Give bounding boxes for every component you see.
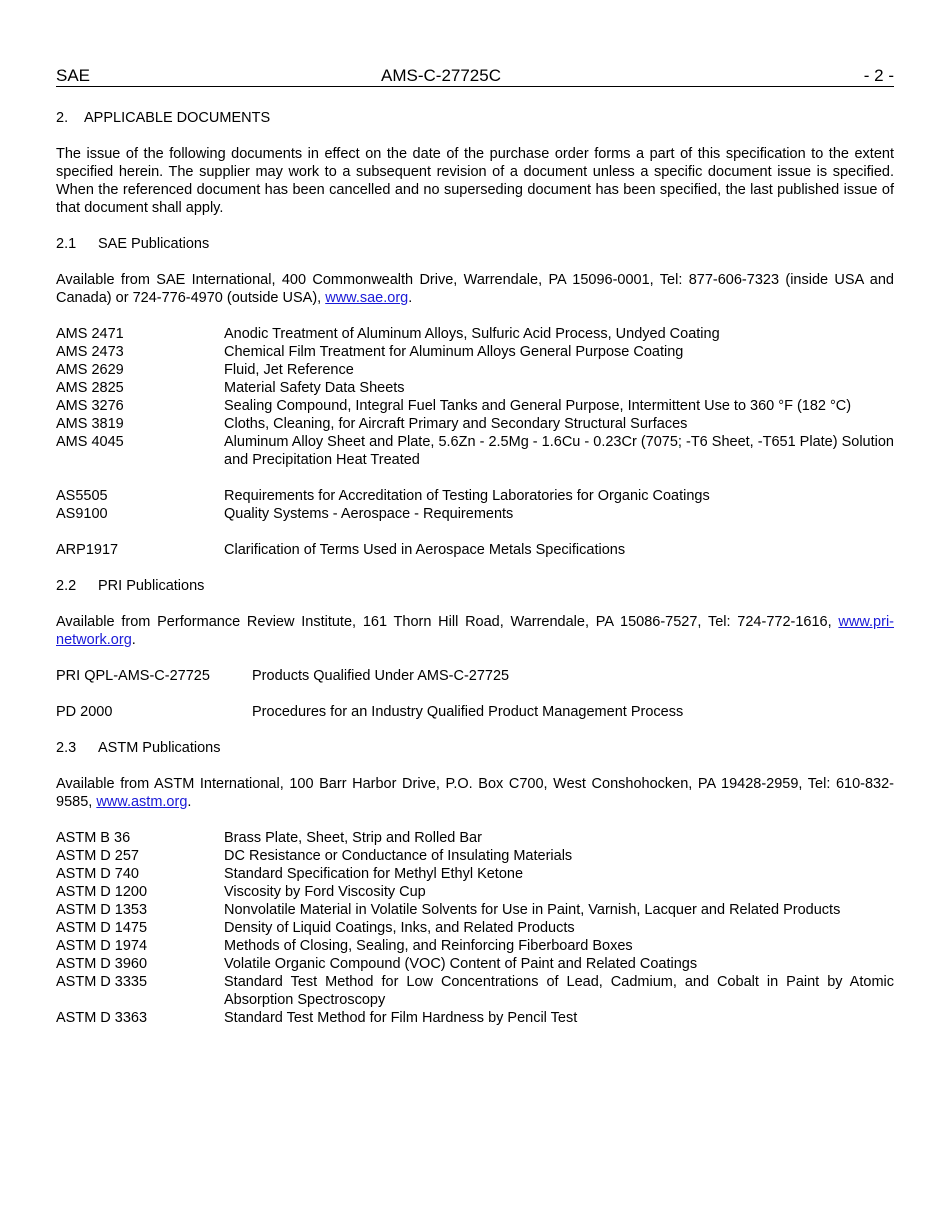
sae-availability: Available from SAE International, 400 Commonwealth Drive, Warrendale, PA 15096-0001, Tel: 877-606-7323 (inside USA and Canada) or 724-776-4970 (outside USA), www.sae.org. xyxy=(56,272,894,306)
reference-row xyxy=(56,505,894,523)
astm-link[interactable]: www.astm.org xyxy=(96,794,188,810)
reference-row xyxy=(56,487,894,505)
subsection-title: ASTM Publications xyxy=(98,740,221,756)
reference-title: Clarification of Terms Used in Aerospace Metals Specifications xyxy=(224,542,626,558)
sae-link[interactable]: www.sae.org xyxy=(325,290,409,306)
reference-title: Viscosity by Ford Viscosity Cup xyxy=(224,884,426,900)
reference-title: Brass Plate, Sheet, Strip and Rolled Bar xyxy=(224,830,482,846)
subsection-title: PRI Publications xyxy=(98,578,205,594)
document-page xyxy=(56,66,894,1027)
availability-text: Available from Performance Review Institute, 161 Thorn Hill Road, Warrendale, PA 15086-7527, Tel: 724-772-1616, xyxy=(56,614,839,630)
reference-code: AMS 2471 xyxy=(56,326,124,342)
availability-text: Available from ASTM International, 100 Barr Harbor Drive, P.O. Box C700, West Conshohocken, PA 19428-2959, Tel: 610-832-9585, xyxy=(56,776,894,810)
reference-row xyxy=(56,937,894,955)
reference-code: AMS 2473 xyxy=(56,344,124,360)
header-page-number: - 2 - xyxy=(863,66,894,85)
reference-title: Density of Liquid Coatings, Inks, and Related Products xyxy=(224,920,575,936)
reference-title: Methods of Closing, Sealing, and Reinforcing Fiberboard Boxes xyxy=(224,938,633,954)
reference-row xyxy=(56,901,894,919)
reference-row xyxy=(56,955,894,973)
reference-code: ASTM D 1475 xyxy=(56,920,148,936)
reference-code: ASTM D 257 xyxy=(56,848,139,864)
reference-title: Cloths, Cleaning, for Aircraft Primary and Secondary Structural Surfaces xyxy=(224,416,688,432)
reference-row xyxy=(56,325,894,343)
reference-code: ASTM B 36 xyxy=(56,830,131,846)
reference-title: Volatile Organic Compound (VOC) Content of Paint and Related Coatings xyxy=(224,956,698,972)
pri-item-2 xyxy=(56,703,894,721)
reference-title: Standard Specification for Methyl Ethyl Ketone xyxy=(224,866,524,882)
reference-code: AMS 3276 xyxy=(56,398,124,414)
reference-title: Material Safety Data Sheets xyxy=(224,380,405,396)
reference-title: Aluminum Alloy Sheet and Plate, 5.6Zn - 2.5Mg - 1.6Cu - 0.23Cr (7075; -T6 Sheet, -T651 Plate) Solution and Precipitation Heat Treated xyxy=(224,434,894,468)
reference-code: ASTM D 3363 xyxy=(56,1010,148,1026)
reference-code: AMS 2629 xyxy=(56,362,124,378)
reference-row xyxy=(56,1009,894,1027)
arp-list xyxy=(56,541,894,559)
reference-code: ASTM D 3960 xyxy=(56,956,148,972)
reference-code: PD 2000 xyxy=(56,704,113,720)
subsection-number: 2.3 xyxy=(56,740,77,756)
reference-row xyxy=(56,541,894,559)
ams-list xyxy=(56,325,894,469)
reference-row xyxy=(56,865,894,883)
pri-item-1 xyxy=(56,667,894,685)
reference-row xyxy=(56,973,894,1009)
reference-code: AMS 2825 xyxy=(56,380,124,396)
reference-title: Products Qualified Under AMS-C-27725 xyxy=(252,668,510,684)
reference-row xyxy=(56,415,894,433)
reference-title: Chemical Film Treatment for Aluminum Alloys General Purpose Coating xyxy=(224,344,684,360)
page-header xyxy=(56,66,894,87)
reference-title: Anodic Treatment of Aluminum Alloys, Sulfuric Acid Process, Undyed Coating xyxy=(224,326,720,342)
reference-title: Nonvolatile Material in Volatile Solvents for Use in Paint, Varnish, Lacquer and Related Products xyxy=(224,902,841,918)
subsection-heading-astm xyxy=(56,739,894,757)
reference-code: ASTM D 1353 xyxy=(56,902,148,918)
reference-code: ASTM D 740 xyxy=(56,866,139,882)
section-number: 2. xyxy=(56,110,69,126)
reference-code: AMS 4045 xyxy=(56,434,124,450)
section-title: APPLICABLE DOCUMENTS xyxy=(84,110,271,126)
reference-row xyxy=(56,667,894,685)
reference-code: ASTM D 3335 xyxy=(56,974,148,990)
subsection-heading-pri xyxy=(56,577,894,595)
subsection-title: SAE Publications xyxy=(98,236,210,252)
reference-title: Standard Test Method for Film Hardness by Pencil Test xyxy=(224,1010,578,1026)
as-list xyxy=(56,487,894,523)
reference-row xyxy=(56,883,894,901)
reference-title: Procedures for an Industry Qualified Product Management Process xyxy=(252,704,684,720)
reference-code: AMS 3819 xyxy=(56,416,124,432)
pri-availability: Available from Performance Review Institute, 161 Thorn Hill Road, Warrendale, PA 15086-7527, Tel: 724-772-1616, www.pri-network.org. xyxy=(56,614,894,648)
pri-link[interactable]: www.pri-network.org xyxy=(56,614,894,648)
subsection-heading-sae xyxy=(56,235,894,253)
subsection-number: 2.1 xyxy=(56,236,77,252)
intro-paragraph: The issue of the following documents in effect on the date of the purchase order forms a part of this specification to the extent specified herein. The supplier may work to a subsequent revision of a document unless a specific document issue is specified. When the referenced document has been cancelled and no superseding document has been specified, the last published issue of that document shall apply. xyxy=(56,146,894,216)
header-doc-number: AMS-C-27725C xyxy=(381,66,501,85)
reference-code: ARP1917 xyxy=(56,542,119,558)
reference-code: ASTM D 1974 xyxy=(56,938,148,954)
reference-row xyxy=(56,703,894,721)
reference-row xyxy=(56,397,894,415)
reference-row xyxy=(56,847,894,865)
reference-code: AS5505 xyxy=(56,488,108,504)
reference-title: Sealing Compound, Integral Fuel Tanks and General Purpose, Intermittent Use to 360 °F (182 °C) xyxy=(224,398,852,414)
reference-row xyxy=(56,829,894,847)
reference-code: PRI QPL-AMS-C-27725 xyxy=(56,668,210,684)
reference-code: ASTM D 1200 xyxy=(56,884,148,900)
reference-title: Standard Test Method for Low Concentrations of Lead, Cadmium, and Cobalt in Paint by Atomic Absorption Spectroscopy xyxy=(224,974,894,1008)
reference-title: Quality Systems - Aerospace - Requirements xyxy=(224,506,514,522)
astm-list xyxy=(56,829,894,1027)
reference-code: AS9100 xyxy=(56,506,108,522)
reference-title: Requirements for Accreditation of Testing Laboratories for Organic Coatings xyxy=(224,488,710,504)
subsection-number: 2.2 xyxy=(56,578,77,594)
reference-row xyxy=(56,919,894,937)
astm-availability: Available from ASTM International, 100 Barr Harbor Drive, P.O. Box C700, West Conshohocken, PA 19428-2959, Tel: 610-832-9585, www.astm.org. xyxy=(56,776,894,810)
reference-row xyxy=(56,379,894,397)
reference-row xyxy=(56,433,894,469)
reference-title: Fluid, Jet Reference xyxy=(224,362,354,378)
section-heading xyxy=(56,109,894,127)
reference-row xyxy=(56,361,894,379)
reference-row xyxy=(56,343,894,361)
header-org: SAE xyxy=(56,66,91,85)
reference-title: DC Resistance or Conductance of Insulating Materials xyxy=(224,848,573,864)
availability-text: Available from SAE International, 400 Commonwealth Drive, Warrendale, PA 15096-0001, Tel: 877-606-7323 (inside USA and Canada) or 724-776-4970 (outside USA), xyxy=(56,272,894,306)
